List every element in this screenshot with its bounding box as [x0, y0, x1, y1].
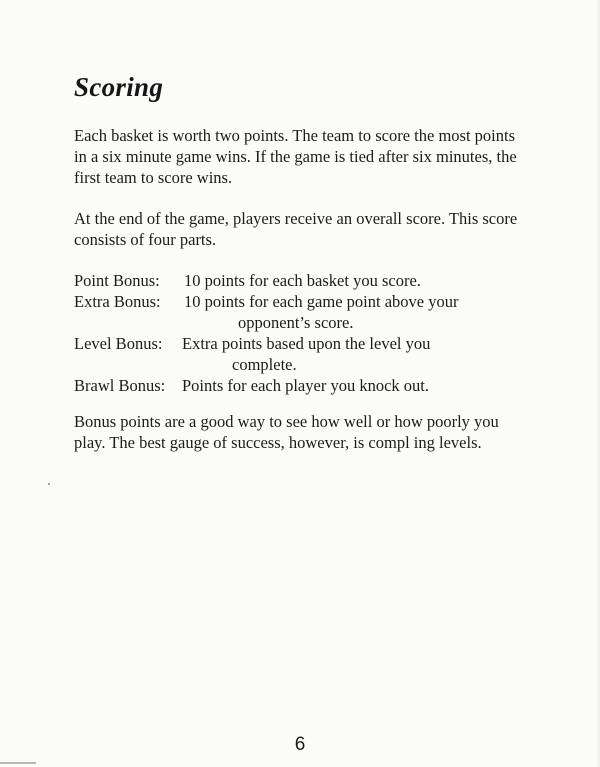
bonus-row-point [74, 270, 458, 291]
paragraph-overall-score [74, 208, 544, 250]
bonus-name: Point Bonus: [74, 271, 160, 290]
paragraph-basket-scoring [74, 125, 544, 188]
bonus-row-extra [74, 291, 458, 333]
text-line: in a six minute game wins. If the game is tied after six minutes, the [74, 147, 517, 166]
text-line: Extra points based upon the level you [182, 334, 431, 353]
text-line: complete. [232, 355, 297, 374]
bonus-name: Extra Bonus: [74, 292, 161, 311]
text-line: Points for each player you knock out. [182, 376, 429, 395]
scan-edge-mark [0, 762, 36, 764]
text-line: 10 points for each basket you score. [184, 271, 421, 290]
text-line: first team to score wins. [74, 168, 233, 187]
text-line: 10 points for each game point above your [184, 292, 459, 311]
bonus-row-brawl [74, 375, 458, 396]
bonus-name: Brawl Bonus: [74, 376, 166, 395]
bonus-row-level [74, 333, 458, 375]
bonus-description [182, 375, 429, 396]
text-line: play. The best gauge of success, however, is compl ing levels. [74, 433, 482, 452]
text-line: opponent’s score. [238, 313, 354, 332]
text-line: Each basket is worth two points. The team to score the most points [74, 126, 515, 145]
paper-speck [48, 483, 50, 485]
bonus-description [184, 291, 458, 333]
bonus-description [182, 333, 430, 375]
text-line: At the end of the game, players receive an overall score. This score [74, 209, 518, 228]
page-number: 6 [294, 734, 306, 755]
paragraph-bonus-points [74, 411, 544, 453]
bonus-list [74, 270, 458, 396]
text-line: consists of four parts. [74, 230, 217, 249]
bonus-name: Level Bonus: [74, 334, 163, 353]
text-line: Bonus points are a good way to see how well or how poorly you [74, 412, 499, 431]
scan-right-edge-shadow [596, 0, 600, 767]
bonus-description [184, 270, 421, 291]
section-heading: Scoring [74, 72, 164, 102]
